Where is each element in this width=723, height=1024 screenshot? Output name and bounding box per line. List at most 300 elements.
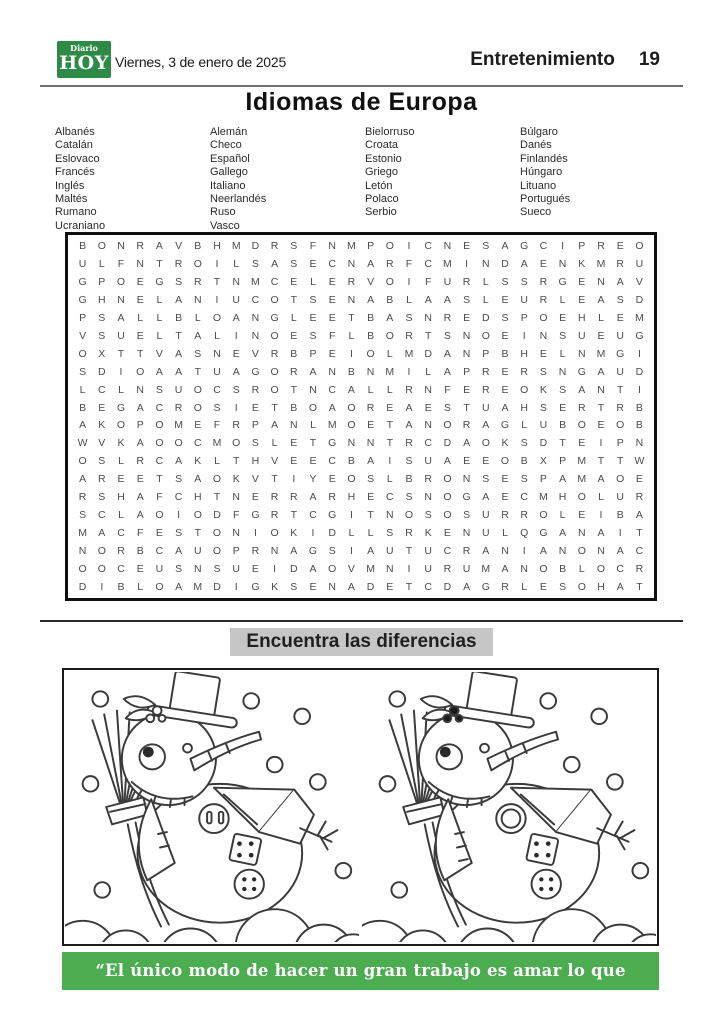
grid-letter: K: [271, 581, 279, 594]
grid-letter: L: [194, 311, 201, 324]
grid-letter: A: [635, 509, 643, 522]
grid-letter: S: [463, 509, 471, 522]
grid-letter: C: [309, 509, 317, 522]
grid-letter: E: [328, 311, 336, 324]
word-column-1: [55, 126, 105, 233]
grid-letter: E: [559, 401, 567, 414]
grid-letter: E: [443, 527, 451, 540]
word-item: Albanés: [55, 126, 95, 138]
grid-letter: H: [558, 491, 567, 504]
grid-letter: O: [616, 419, 625, 432]
grid-letter: L: [156, 293, 163, 306]
grid-letter: S: [309, 329, 317, 342]
grid-letter: I: [215, 293, 219, 306]
word-item: Húngaro: [520, 166, 563, 179]
grid-letter: C: [328, 257, 336, 270]
grid-letter: P: [79, 311, 87, 324]
grid-letter: A: [175, 545, 183, 558]
grid-letter: A: [463, 437, 471, 450]
grid-letter: L: [425, 365, 432, 378]
grid-letter: R: [501, 581, 509, 594]
grid-letter: R: [481, 365, 490, 378]
grid-letter: C: [174, 491, 183, 504]
grid-letter: A: [155, 239, 163, 252]
grid-letter: K: [539, 383, 547, 396]
grid-letter: R: [251, 383, 260, 396]
grid-letter: D: [289, 563, 298, 576]
grid-letter: D: [539, 437, 548, 450]
grid-letter: V: [251, 473, 259, 486]
grid-letter: H: [117, 491, 125, 504]
grid-letter: O: [193, 509, 202, 522]
grid-letter: O: [366, 347, 375, 360]
word-item: Estonio: [365, 152, 402, 165]
grid-letter: T: [636, 527, 643, 540]
grid-letter: R: [78, 491, 87, 504]
grid-letter: R: [501, 509, 509, 522]
grid-letter: R: [289, 491, 298, 504]
word-item: Portugués: [520, 193, 571, 206]
grid-letter: E: [136, 293, 144, 306]
grid-letter: E: [463, 383, 471, 396]
grid-letter: S: [539, 365, 547, 378]
grid-letter: A: [367, 545, 375, 558]
grid-letter: S: [98, 329, 106, 342]
grid-letter: V: [271, 455, 279, 468]
grid-letter: E: [463, 311, 471, 324]
grid-letter: X: [539, 455, 547, 468]
grid-letter: O: [193, 257, 202, 270]
grid-letter: I: [273, 563, 277, 576]
grid-letter: E: [328, 347, 336, 360]
grid-letter: C: [155, 401, 164, 414]
grid-letter: A: [367, 257, 375, 270]
snowman-drawing: [65, 672, 359, 942]
grid-letter: O: [577, 491, 586, 504]
grid-letter: A: [539, 545, 547, 558]
grid-letter: C: [424, 437, 432, 450]
grid-letter: O: [347, 401, 356, 414]
grid-letter: M: [78, 527, 87, 540]
grid-letter: U: [616, 491, 624, 504]
word-item: Bielorruso: [365, 126, 415, 138]
grid-letter: D: [213, 581, 221, 594]
differences-panel-right: [361, 670, 658, 944]
grid-letter: S: [520, 473, 528, 486]
grid-letter: E: [136, 329, 144, 342]
word-item: Checo: [210, 139, 242, 152]
grid-letter: M: [251, 275, 260, 288]
grid-letter: E: [290, 275, 298, 288]
grid-letter: N: [193, 563, 202, 576]
grid-letter: A: [424, 293, 432, 306]
grid-letter: O: [116, 275, 126, 288]
grid-letter: S: [290, 581, 298, 594]
grid-letter: T: [559, 437, 566, 450]
grid-letter: S: [155, 383, 163, 396]
grid-letter: H: [213, 239, 221, 252]
grid-letter: B: [386, 293, 394, 306]
grid-letter: O: [270, 527, 279, 540]
grid-letter: A: [347, 383, 355, 396]
grid-letter: T: [290, 293, 297, 306]
grid-letter: U: [520, 293, 528, 306]
grid-letter: N: [577, 347, 586, 360]
grid-letter: R: [520, 509, 528, 522]
grid-letter: R: [117, 545, 125, 558]
grid-letter: I: [253, 527, 257, 540]
grid-letter: E: [559, 311, 567, 324]
grid-letter: E: [578, 275, 586, 288]
grid-letter: C: [155, 455, 164, 468]
grid-letter: O: [97, 545, 106, 558]
grid-letter: S: [213, 401, 221, 414]
differences-panel-left: [64, 670, 361, 944]
grid-letter: C: [97, 509, 106, 522]
grid-letter: U: [443, 275, 452, 288]
grid-letter: T: [290, 383, 297, 396]
grid-letter: N: [117, 293, 125, 306]
grid-letter: D: [481, 311, 490, 324]
grid-letter: M: [577, 473, 587, 486]
grid-letter: A: [578, 383, 586, 396]
grid-letter: G: [78, 275, 87, 288]
grid-letter: U: [424, 545, 432, 558]
grid-letter: A: [616, 275, 624, 288]
grid-letter: P: [482, 347, 490, 360]
word-item: Croata: [365, 139, 399, 152]
grid-letter: L: [233, 257, 240, 270]
grid-letter: F: [156, 491, 163, 504]
grid-letter: I: [177, 509, 181, 522]
grid-letter: N: [347, 437, 356, 450]
grid-letter: A: [501, 239, 509, 252]
grid-letter: N: [424, 419, 432, 432]
grid-letter: R: [424, 473, 432, 486]
grid-letter: O: [155, 437, 164, 450]
grid-letter: K: [117, 437, 125, 450]
grid-letter: I: [388, 455, 392, 468]
grid-letter: F: [309, 239, 317, 252]
grid-letter: T: [424, 329, 432, 342]
grid-letter: B: [367, 311, 375, 324]
grid-letter: E: [539, 581, 547, 594]
grid-letter: R: [136, 455, 144, 468]
grid-letter: P: [520, 311, 528, 324]
grid-letter: S: [175, 275, 183, 288]
snowman-drawing: [362, 672, 656, 942]
grid-letter: A: [347, 581, 355, 594]
word-item: Griego: [365, 166, 399, 179]
grid-letter: P: [251, 419, 259, 432]
grid-letter: T: [367, 509, 374, 522]
grid-letter: B: [117, 581, 125, 594]
grid-letter: N: [270, 545, 279, 558]
word-item: Ruso: [210, 206, 236, 219]
grid-letter: E: [98, 401, 106, 414]
grid-letter: D: [635, 293, 644, 306]
grid-letter: I: [522, 329, 526, 342]
grid-letter: R: [462, 275, 471, 288]
grid-letter: C: [193, 437, 202, 450]
grid-letter: A: [463, 581, 471, 594]
grid-letter: S: [309, 293, 317, 306]
grid-letter: L: [559, 293, 566, 306]
edition-date: Viernes, 3 de enero de 2025: [115, 54, 287, 70]
grid-letter: O: [193, 401, 202, 414]
grid-letter: R: [136, 239, 144, 252]
header-right: [470, 49, 660, 71]
grid-letter: T: [194, 527, 201, 540]
grid-letter: E: [539, 347, 547, 360]
grid-letter: A: [175, 365, 183, 378]
grid-letter: E: [616, 311, 624, 324]
grid-letter: S: [616, 293, 624, 306]
grid-letter: A: [328, 401, 336, 414]
grid-letter: F: [444, 383, 451, 396]
grid-letter: H: [520, 347, 528, 360]
grid-letter: D: [251, 239, 260, 252]
grid-letter: R: [366, 401, 375, 414]
grid-letter: O: [443, 473, 452, 486]
grid-letter: A: [520, 257, 528, 270]
section-name: Entretenimiento: [470, 49, 615, 70]
grid-letter: S: [98, 455, 106, 468]
header-divider: [40, 85, 683, 87]
grid-letter: E: [386, 401, 394, 414]
grid-letter: S: [251, 437, 259, 450]
grid-letter: L: [156, 311, 163, 324]
grid-letter: U: [424, 563, 432, 576]
grid-letter: I: [561, 239, 565, 252]
grid-letter: L: [559, 347, 566, 360]
grid-letter: R: [597, 239, 605, 252]
grid-letter: O: [385, 329, 394, 342]
word-item: Danés: [520, 139, 552, 152]
word-item: Vasco: [210, 219, 240, 232]
grid-letter: U: [481, 401, 490, 414]
grid-letter: B: [616, 509, 624, 522]
word-item: Ucraniano: [55, 219, 106, 232]
grid-letter: D: [443, 581, 452, 594]
grid-letter: G: [539, 527, 548, 540]
grid-letter: H: [597, 581, 605, 594]
grid-letter: B: [79, 401, 87, 414]
grid-letter: N: [501, 545, 509, 558]
grid-letter: A: [482, 545, 490, 558]
grid-letter: O: [481, 437, 490, 450]
grid-letter: T: [271, 401, 278, 414]
grid-letter: R: [289, 365, 298, 378]
grid-letter: S: [501, 275, 509, 288]
grid-letter: A: [79, 473, 87, 486]
grid-letter: R: [481, 383, 490, 396]
grid-letter: N: [136, 383, 144, 396]
grid-letter: L: [598, 311, 604, 324]
grid-letter: P: [136, 419, 144, 432]
grid-letter: X: [98, 347, 106, 360]
grid-letter: A: [309, 563, 317, 576]
grid-letter: E: [309, 455, 317, 468]
grid-letter: E: [136, 275, 144, 288]
grid-letter: M: [193, 581, 203, 594]
grid-letter: O: [385, 275, 394, 288]
grid-letter: O: [577, 581, 586, 594]
grid-letter: F: [117, 257, 125, 270]
grid-letter: N: [558, 365, 567, 378]
grid-letter: S: [175, 527, 183, 540]
grid-letter: K: [194, 455, 202, 468]
grid-letter: R: [635, 491, 644, 504]
grid-letter: G: [616, 347, 625, 360]
grid-letter: L: [118, 383, 124, 396]
grid-letter: E: [482, 455, 490, 468]
grid-letter: E: [578, 509, 586, 522]
grid-letter: E: [290, 455, 298, 468]
grid-letter: N: [328, 365, 336, 378]
grid-letter: A: [290, 545, 298, 558]
grid-letter: L: [348, 527, 355, 540]
grid-letter: R: [270, 491, 279, 504]
grid-letter: O: [136, 365, 145, 378]
grid-letter: R: [443, 311, 452, 324]
word-item: Catalán: [55, 139, 93, 152]
grid-letter: R: [270, 347, 279, 360]
grid-letter: C: [117, 563, 125, 576]
grid-letter: H: [520, 401, 528, 414]
differences-header-row: [0, 628, 723, 656]
grid-letter: R: [577, 401, 586, 414]
word-item: Maltés: [55, 193, 88, 206]
grid-letter: A: [175, 581, 183, 594]
grid-letter: R: [251, 545, 260, 558]
word-list: [0, 126, 723, 232]
grid-letter: S: [501, 311, 509, 324]
grid-letter: S: [405, 311, 413, 324]
grid-letter: Y: [309, 473, 317, 486]
grid-letter: F: [328, 329, 336, 342]
grid-letter: N: [520, 563, 528, 576]
grid-letter: P: [463, 365, 471, 378]
grid-letter: O: [616, 473, 625, 486]
grid-letter: O: [308, 401, 318, 414]
grid-letter: T: [213, 491, 221, 504]
grid-letter: O: [78, 563, 87, 576]
grid-letter: G: [635, 329, 644, 342]
grid-letter: D: [366, 581, 375, 594]
grid-letter: F: [405, 257, 413, 270]
grid-letter: O: [520, 383, 529, 396]
grid-letter: W: [634, 455, 645, 468]
grid-letter: O: [577, 419, 586, 432]
grid-letter: A: [443, 455, 451, 468]
grid-letter: S: [290, 239, 298, 252]
grid-letter: O: [212, 311, 222, 324]
grid-letter: T: [386, 419, 393, 432]
grid-letter: C: [270, 275, 279, 288]
grid-letter: N: [136, 257, 144, 270]
grid-letter: E: [136, 563, 144, 576]
grid-letter: A: [501, 401, 509, 414]
grid-letter: U: [385, 545, 394, 558]
grid-letter: O: [404, 509, 414, 522]
grid-letter: F: [136, 527, 144, 540]
word-item: Sueco: [520, 206, 552, 219]
grid-letter: T: [117, 347, 125, 360]
grid-letter: T: [213, 275, 221, 288]
grid-letter: G: [251, 581, 260, 594]
grid-letter: L: [214, 455, 220, 468]
grid-letter: R: [270, 509, 279, 522]
grid-letter: C: [520, 491, 528, 504]
grid-letter: B: [347, 365, 355, 378]
grid-letter: E: [539, 257, 547, 270]
grid-letter: V: [155, 347, 163, 360]
grid-letter: N: [193, 293, 202, 306]
grid-letter: U: [424, 455, 432, 468]
grid-letter: K: [424, 527, 432, 540]
grid-letter: O: [212, 545, 222, 558]
grid-letter: O: [443, 509, 452, 522]
grid-letter: R: [520, 365, 528, 378]
grid-letter: L: [98, 257, 105, 270]
grid-letter: S: [405, 455, 413, 468]
grid-letter: S: [367, 473, 375, 486]
grid-letter: N: [424, 491, 432, 504]
grid-letter: E: [501, 383, 509, 396]
grid-letter: O: [155, 509, 164, 522]
grid-letter: T: [636, 581, 643, 594]
grid-letter: L: [521, 581, 528, 594]
grid-letter: S: [443, 329, 451, 342]
grid-letter: G: [520, 239, 529, 252]
grid-letter: O: [539, 509, 548, 522]
grid-letter: L: [502, 527, 508, 540]
grid-letter: G: [328, 509, 337, 522]
grid-letter: K: [290, 527, 298, 540]
grid-letter: A: [232, 365, 240, 378]
grid-letter: A: [117, 311, 125, 324]
grid-letter: A: [232, 311, 240, 324]
grid-letter: N: [462, 527, 471, 540]
grid-letter: R: [405, 527, 413, 540]
grid-letter: O: [270, 383, 279, 396]
grid-letter: U: [616, 365, 624, 378]
grid-letter: A: [443, 347, 451, 360]
grid-letter: L: [79, 383, 86, 396]
grid-letter: N: [328, 239, 336, 252]
grid-letter: E: [251, 563, 259, 576]
grid-letter: L: [598, 491, 604, 504]
grid-letter: B: [635, 401, 643, 414]
grid-letter: A: [482, 491, 490, 504]
grid-letter: S: [98, 491, 106, 504]
grid-letter: C: [155, 545, 164, 558]
grid-letter: A: [271, 419, 279, 432]
grid-letter: L: [367, 527, 374, 540]
grid-letter: L: [310, 419, 316, 432]
grid-letter: N: [289, 419, 298, 432]
grid-letter: E: [309, 257, 317, 270]
grid-letter: A: [136, 509, 144, 522]
grid-letter: E: [597, 419, 605, 432]
word-search-grid: [65, 232, 657, 601]
grid-letter: L: [482, 293, 489, 306]
grid-letter: O: [212, 473, 222, 486]
grid-letter: N: [251, 329, 260, 342]
grid-letter: O: [270, 329, 279, 342]
grid-letter: V: [79, 329, 87, 342]
